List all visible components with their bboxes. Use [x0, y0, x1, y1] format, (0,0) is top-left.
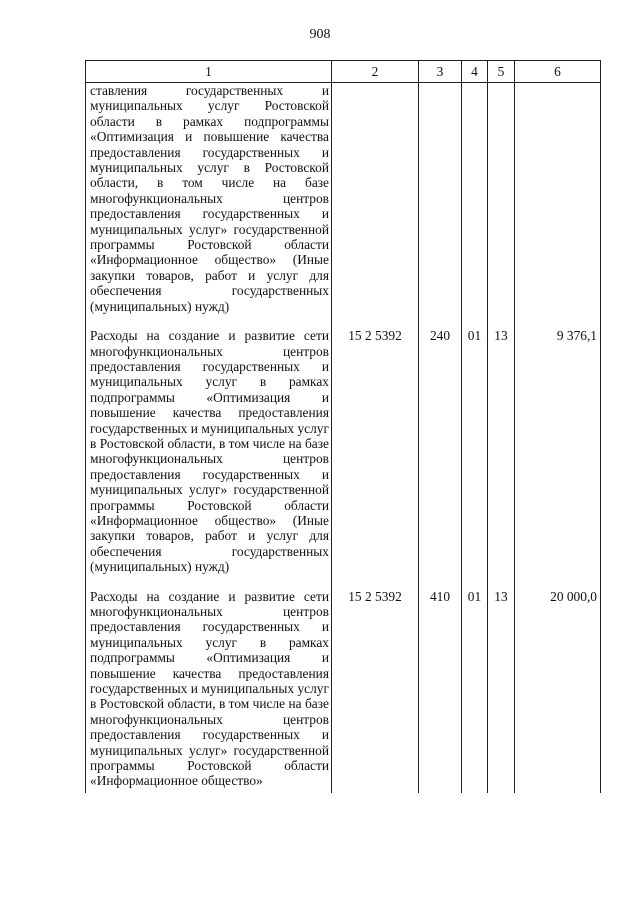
page-number: 908	[309, 27, 331, 42]
row-section: 01	[462, 579, 488, 793]
header-row	[86, 61, 601, 83]
row-target-code	[332, 83, 419, 319]
row-description	[86, 83, 332, 319]
row-subsection: 13	[488, 579, 515, 793]
table-body	[86, 83, 601, 793]
row-section: 01	[462, 318, 488, 579]
row-expense-type: 240	[419, 318, 462, 579]
row-description-text: Расходы на создание и развитие сети многофункциональных центров предоставления государственных и муниципальных услуг в рамках подпрограммы «Оптимизация и повышение качества предоставления государственных и муниципальных услуг в Ростовской области, в том числе на базе многофункциональных центров предоставления государственных и муниципальных услуг» государственной программы Ростовской области «Информационное общество» (Иные закупки товаров, работ и услуг для обеспечения государственных (муниципальных) нужд)	[90, 328, 329, 575]
table-row	[86, 83, 601, 319]
header-col-1: 1	[86, 61, 332, 83]
row-amount	[515, 83, 601, 319]
table-header	[86, 61, 601, 83]
row-expense-type: 410	[419, 579, 462, 793]
row-description	[86, 318, 332, 579]
row-expense-type	[419, 83, 462, 319]
row-description-text: ставления государственных и муниципальных услуг Ростовской области в рамках подпрограммы «Оптимизация и повышение качества предоставления государственных и муниципальных услуг в Ростовской области, в том числе на базе многофункциональных центров предоставления государственных и муниципальных услуг» государственной программы Ростовской области «Информационное общество» (Иные закупки товаров, работ и услуг для обеспечения государственных (муниципальных) нужд)	[90, 83, 329, 314]
header-col-5: 5	[488, 61, 515, 83]
row-subsection	[488, 83, 515, 319]
row-target-code: 15 2 5392	[332, 579, 419, 793]
row-description-text: Расходы на создание и развитие сети многофункциональных центров предоставления государственных и муниципальных услуг в рамках подпрограммы «Оптимизация и повышение качества предоставления государственных и муниципальных услуг в Ростовской области, в том числе на базе многофункциональных центров предоставления государственных и муниципальных услуг» государственной программы Ростовской области «Информационное общество»	[90, 588, 329, 789]
table-row	[86, 318, 601, 579]
row-amount: 9 376,1	[515, 318, 601, 579]
row-amount: 20 000,0	[515, 579, 601, 793]
row-target-code: 15 2 5392	[332, 318, 419, 579]
row-subsection: 13	[488, 318, 515, 579]
table-row	[86, 579, 601, 793]
budget-table	[85, 60, 601, 793]
row-section	[462, 83, 488, 319]
header-col-2: 2	[332, 61, 419, 83]
row-description	[86, 579, 332, 793]
header-col-3: 3	[419, 61, 462, 83]
header-col-4: 4	[462, 61, 488, 83]
header-col-6: 6	[515, 61, 601, 83]
